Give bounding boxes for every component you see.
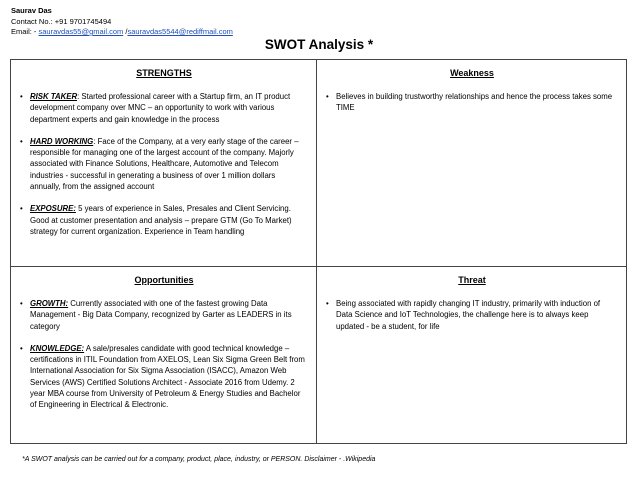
bullet-icon: • <box>20 343 23 353</box>
email-primary-link[interactable]: sauravdas55@gmail.com <box>38 27 124 36</box>
contact-number: Contact No.: +91 9701745494 <box>11 16 112 26</box>
strengths-quadrant <box>11 60 317 267</box>
threat-quadrant <box>317 267 626 443</box>
email-label: Email: - <box>11 27 37 36</box>
swot-grid <box>10 59 627 444</box>
contact-header <box>11 6 233 38</box>
item-lead: EXPOSURE: <box>30 204 76 214</box>
item-lead: GROWTH: <box>30 299 69 308</box>
item-text: 5 years of experience in Sales, Presales and Client Servicing. Good at customer presentation and analysis – prepare GTM (Go To Market) strategy for current organization. Experience in Team handling <box>30 204 292 236</box>
email-line <box>11 27 233 38</box>
opportunities-quadrant <box>11 267 317 443</box>
list-item <box>326 91 618 114</box>
item-text: : Face of the Company, at a very early stage of the career – responsible for managing one of the largest account of the company. Majorly associated with Finance Solutions, Healthcare, Automotive and Telecom industries - successful in generating a business of over 1 million dollars annually, from the assigned account <box>30 136 299 192</box>
weakness-heading: Weakness <box>450 68 494 78</box>
threat-heading: Threat <box>458 275 486 285</box>
item-lead: HARD WORKING <box>30 136 94 146</box>
item-lead: KNOWLEDGE: <box>30 343 85 353</box>
strengths-heading: STRENGTHS <box>136 68 192 78</box>
page-title: SWOT Analysis * <box>264 37 374 52</box>
item-text: A sale/presales candidate with good technical knowledge – certifications in ITIL Foundation from AXELOS, Lean Six Sigma Green Belt from International Association for Six Sigma Association (ISACC), Amazon Web Services (AWS) Certified Solutions Architect - Associate 2016 from Udemy. 2 year MBA course from University of Petroleum & Energy Studies and Bachelor of Engineering in Electrical & Electronic. <box>30 343 305 410</box>
bullet-icon: • <box>326 299 329 308</box>
list-item <box>20 343 308 411</box>
list-item <box>20 136 308 192</box>
author-name: Saurav Das <box>11 6 52 15</box>
item-text: Being associated with rapidly changing IT industry, primarily with induction of Data Science and IoT Technologies, the challenge here is to always keep updated - be a student, for life <box>336 299 601 331</box>
item-text: Currently associated with one of the fastest growing Data Management - Big Data Company, recognized by Garter as LEADERS in its category <box>30 299 292 331</box>
list-item <box>326 298 618 332</box>
opportunities-heading: Opportunities <box>134 275 194 285</box>
bullet-icon: • <box>20 136 23 146</box>
footnote: *A SWOT analysis can be carried out for a company, product, place, industry, or PERSON. Disclaimer - .Wikipedia <box>22 456 376 463</box>
bullet-icon: • <box>20 299 23 308</box>
bullet-icon: • <box>326 92 329 101</box>
item-lead: RISK TAKER <box>30 92 78 101</box>
bullet-icon: • <box>20 204 23 214</box>
bullet-icon: • <box>20 92 23 101</box>
list-item <box>20 91 308 125</box>
list-item <box>20 298 308 332</box>
email-separator: / <box>125 27 128 36</box>
email-secondary-link[interactable]: sauravdas5544@rediffmail.com <box>127 27 233 36</box>
weakness-quadrant <box>317 60 626 267</box>
item-text: : Started professional career with a Startup firm, an IT product development company over MNC – an opportunity to work with various department experts and gain knowledge in the process <box>30 92 291 124</box>
list-item <box>20 203 308 237</box>
item-text: Believes in building trustworthy relationships and hence the process takes some TIME <box>336 92 613 113</box>
